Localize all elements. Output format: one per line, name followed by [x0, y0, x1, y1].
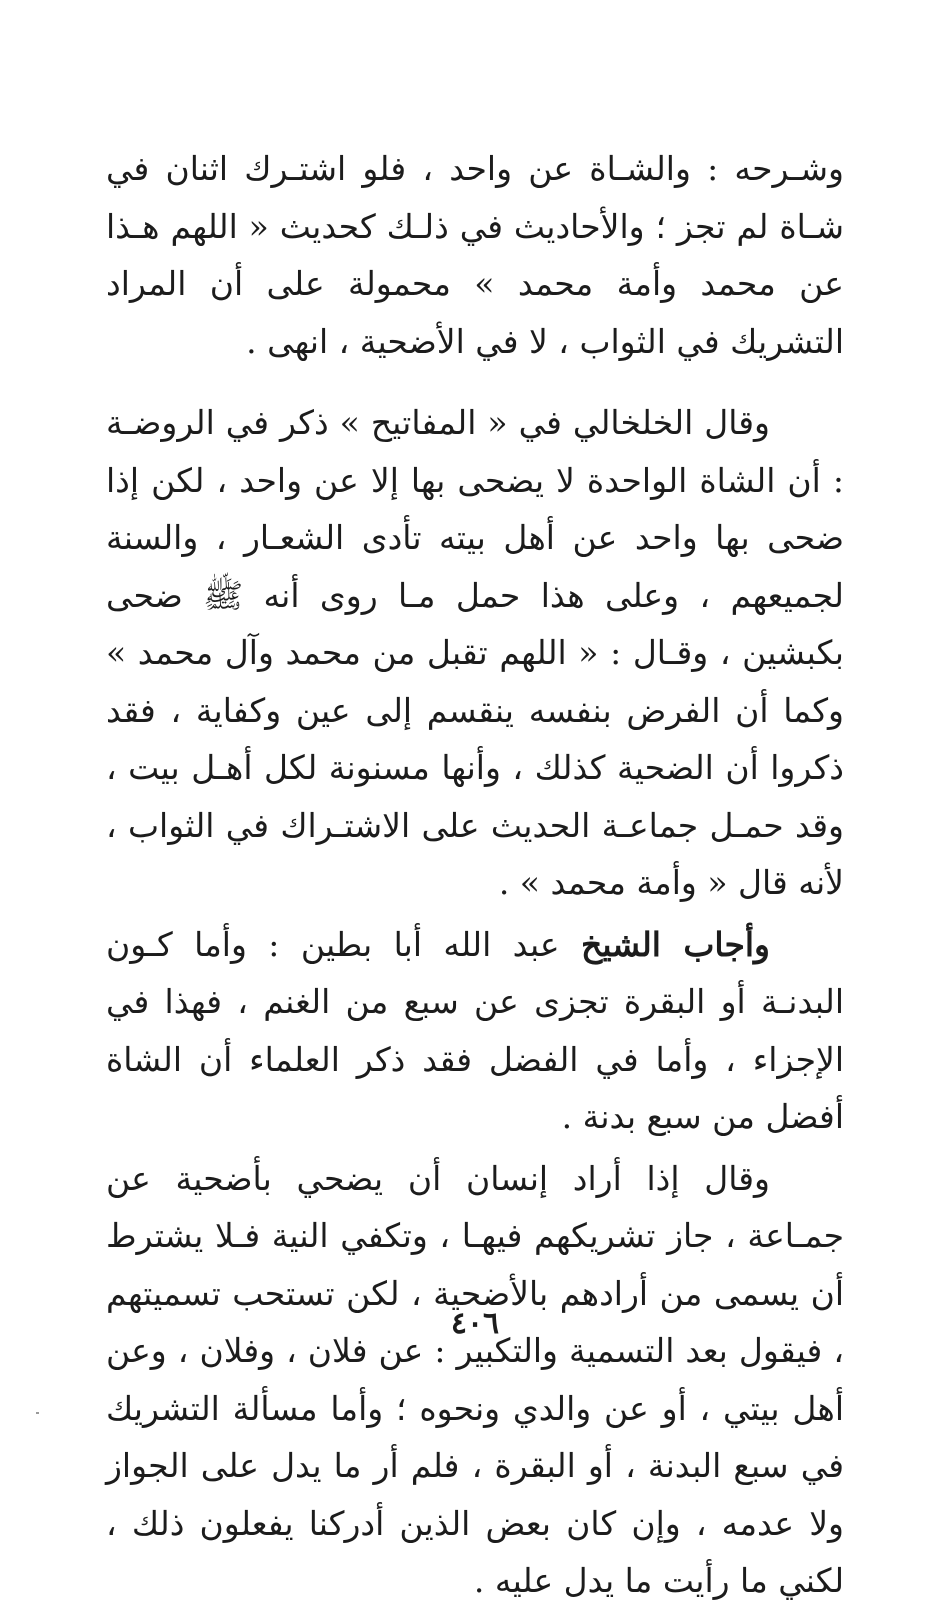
page-number: ٤٠٦	[450, 1306, 500, 1341]
paragraph-2: وقال الخلخالي في « المفاتيح » ذكر في الروضـة : أن الشاة الواحدة لا يضحى بها إلا عن واحد ، لكن إذا ضحى بها واحد عن أهل بيته تأدى الشعـار ، والسنة لجميعهم ، وعلى هذا حمل مـا روى أنه ﷺ ضحى بكبشين ، وقـال : « اللهم تقبل من محمد وآل محمد » وكما أن الفرض بنفسه ينقسم إلى عين وكفاية ، فقد ذكروا أن الضحية كذلك ، وأنها مسنونة لكل أهـل بيت ، وقد حمـل جماعـة الحديث على الاشتـراك في الثواب ، لأنه قال « وأمة محمد » .	[106, 403, 844, 902]
page-body	[106, 140, 844, 1610]
paragraph-3-text: عبد الله أبا بطين : وأما كـون البدنـة أو البقرة تجزى عن سبع من الغنم ، فهذا في الإجزاء ، وأما في الفضل فقد ذكر العلماء أن الشاة أفضل من سبع بدنة .	[106, 924, 844, 1136]
scan-speck	[36, 1412, 39, 1414]
paragraph-3-bold-lead: وأجاب الشيخ	[581, 924, 770, 964]
paragraph-3	[106, 916, 844, 1146]
paragraph-1: وشـرحه : والشـاة عن واحد ، فلو اشتـرك اثنان في شـاة لم تجز ؛ والأحاديث في ذلـك كحديث « اللهم هـذا عن محمد وأمة محمد » محمولة على أن المراد التشريك في الثواب ، لا في الأضحية ، انهى .	[106, 149, 844, 361]
paragraph-4: وقال إذا أراد إنسان أن يضحي بأضحية عن جمـاعة ، جاز تشريكهم فيهـا ، وتكفي النية فـلا يشترط أن يسمى من أرادهم بالأضحية ، لكن تستحب تسميتهم ، فيقول بعد التسمية والتكبير : عن فلان ، وفلان ، وعن أهل بيتي ، أو عن والدي ونحوه ؛ وأما مسألة التشريك في سبع البدنة ، أو البقرة ، فلم أر ما يدل على الجواز ولا عدمه ، وإن كان بعض الذين أدركنا يفعلون ذلك ، لكني ما رأيت ما يدل عليه .	[106, 1158, 844, 1600]
